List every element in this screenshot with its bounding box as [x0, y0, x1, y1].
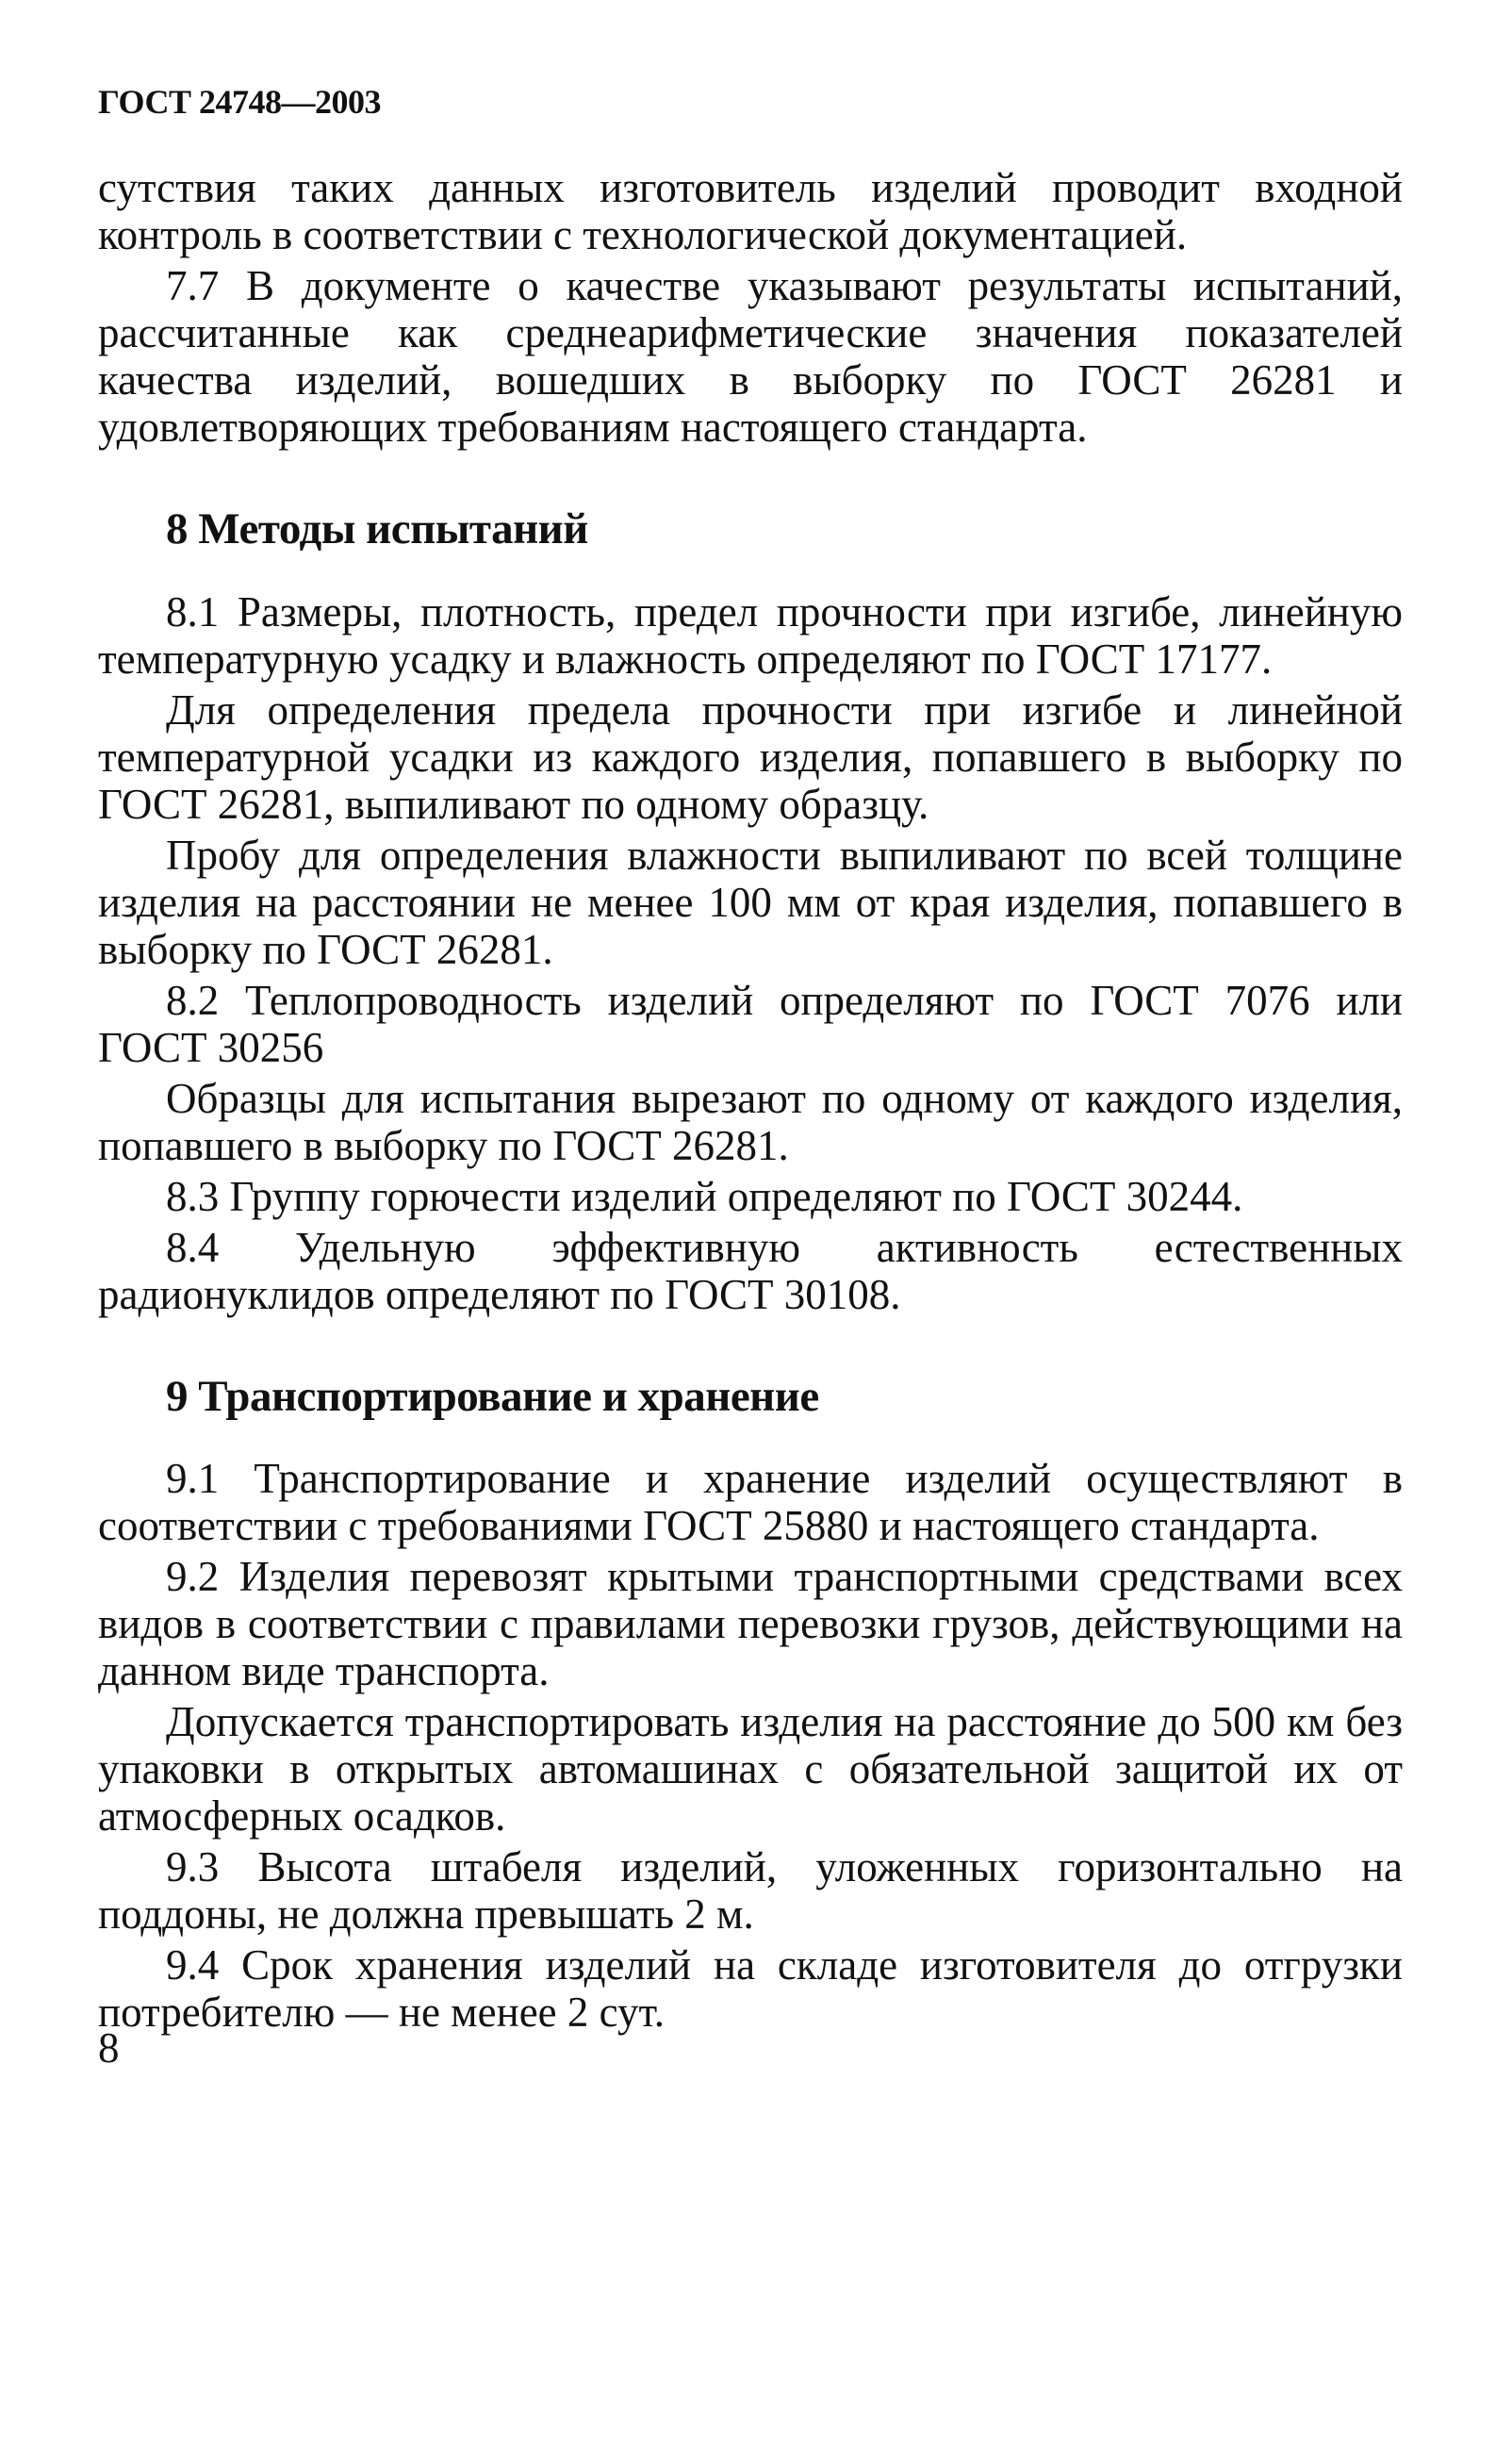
- paragraph-7-7: 7.7 В документе о качестве указывают результаты испытаний, рассчитанные как среднеарифметические значения показателей качества изделий, вошедших в выборку по ГОСТ 26281 и удовлетворяющих требованиям настоящего стандарта.: [98, 262, 1403, 451]
- paragraph-9-2: 9.2 Изделия перевозят крытыми транспортными средствами всех видов в соответствии с правилами перевозки грузов, действующими на данном виде транспорта.: [98, 1553, 1403, 1695]
- paragraph-9-1: 9.1 Транспортирование и хранение изделий осуществляют в соответствии с требованиями ГОСТ 25880 и настоящего стандарта.: [98, 1455, 1403, 1550]
- document-code: ГОСТ 24748—2003: [98, 83, 381, 121]
- paragraph-9-2-a: Допускается транспортировать изделия на расстояние до 500 км без упаковки в открытых автомашинах с обязательной защитой их от атмосферных осадков.: [98, 1698, 1403, 1841]
- paragraph-9-3: 9.3 Высота штабеля изделий, уложенных горизонтально на поддоны, не должна превышать 2 м.: [98, 1843, 1403, 1939]
- section-heading-8: 8 Методы испытаний: [166, 504, 588, 553]
- paragraph-8-1: 8.1 Размеры, плотность, предел прочности при изгибе, линейную температурную усадку и влажность определяют по ГОСТ 17177.: [98, 587, 1403, 683]
- paragraph-8-3: 8.3 Группу горючести изделий определяют по ГОСТ 30244.: [166, 1172, 1243, 1220]
- document-page: [98, 85, 1403, 2036]
- paragraph-continuation: сутствия таких данных изготовитель изделий проводит входной контроль в соответствии с технологической документацией.: [98, 164, 1403, 258]
- paragraph-8-1-a: Для определения предела прочности при изгибе и линейной температурной усадки из каждого изделия, попавшего в выборку по ГОСТ 26281, выпиливают по одному образцу.: [98, 685, 1403, 828]
- paragraph-8-2: 8.2 Теплопроводность изделий определяют по ГОСТ 7076 или ГОСТ 30256: [98, 976, 1403, 1071]
- page-number: 8: [98, 2024, 120, 2072]
- paragraph-9-4: 9.4 Срок хранения изделий на складе изготовителя до отгрузки потребителю — не менее 2 сут.: [98, 1941, 1403, 2037]
- paragraph-8-2-a: Образцы для испытания вырезают по одному от каждого изделия, попавшего в выборку по ГОСТ 26281.: [98, 1074, 1403, 1169]
- section-heading-9: 9 Транспортирование и хранение: [166, 1371, 819, 1421]
- paragraph-8-4: 8.4 Удельную эффективную активность естественных радионуклидов определяют по ГОСТ 30108.: [98, 1223, 1403, 1318]
- paragraph-8-1-b: Пробу для определения влажности выпиливают по всей толщине изделия на расстоянии не менее 100 мм от края изделия, попавшего в выборку по ГОСТ 26281.: [98, 831, 1403, 973]
